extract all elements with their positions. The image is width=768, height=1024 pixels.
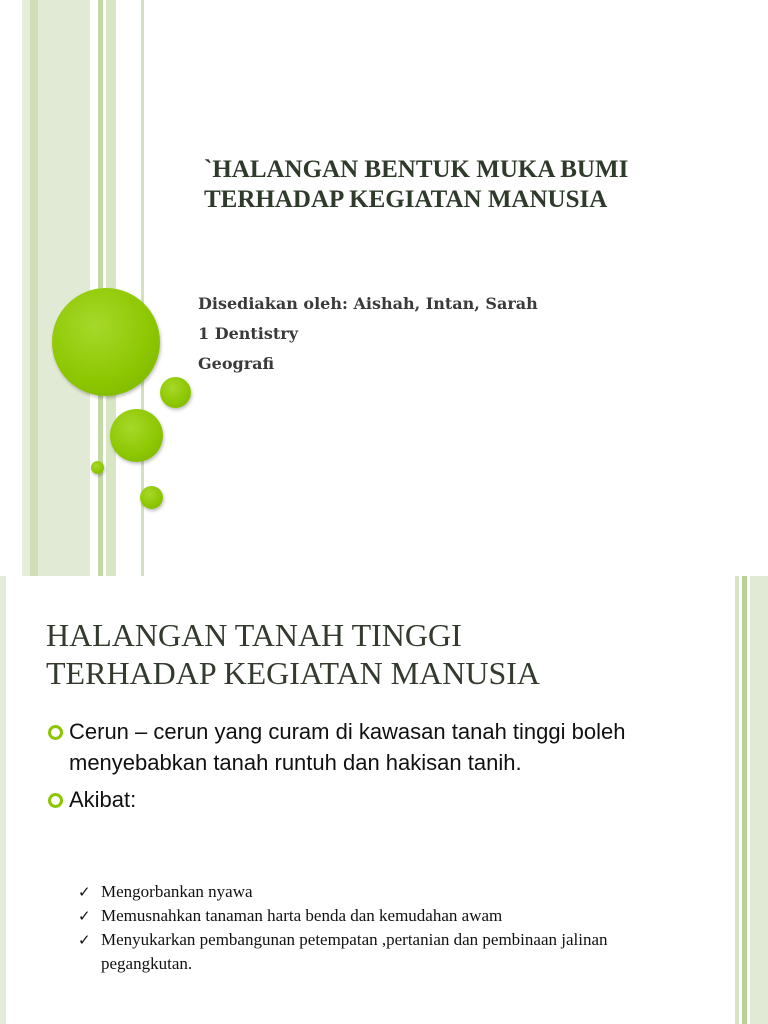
- check-list: [76, 880, 676, 976]
- title-line: TERHADAP KEGIATAN MANUSIA: [204, 186, 608, 213]
- check-text: Menyukarkan pembangunan petempatan ,pertanian dan pembinaan jalinan pegangkutan.: [101, 930, 608, 973]
- checkmark-icon: ✓: [78, 907, 91, 925]
- decorative-stripe: [742, 576, 747, 1024]
- decorative-circle: [91, 461, 104, 474]
- slide-subtitle: [198, 292, 738, 382]
- decorative-stripe: [0, 576, 6, 1024]
- title-line: TERHADAP KEGIATAN MANUSIA: [46, 655, 541, 691]
- subtitle-class: 1 Dentistry: [198, 324, 298, 343]
- checkmark-icon: ✓: [78, 931, 91, 949]
- decorative-circle: [140, 486, 163, 509]
- ring-bullet-icon: [48, 725, 63, 740]
- bullet-text: Cerun – cerun yang curam di kawasan tanah tinggi boleh menyebabkan tanah runtuh dan hakisan tanih.: [69, 719, 626, 775]
- check-text: Memusnahkan tanaman harta benda dan kemudahan awam: [101, 906, 503, 925]
- check-item: [76, 928, 676, 976]
- bullet-item: [46, 716, 686, 778]
- check-text: Mengorbankan nyawa: [101, 882, 253, 901]
- bullet-text: Akibat:: [69, 787, 137, 812]
- decorative-stripe: [735, 576, 739, 1024]
- decorative-circle: [110, 409, 163, 462]
- check-item: [76, 904, 676, 928]
- bullet-item: [46, 784, 686, 815]
- slide-title: [204, 155, 744, 215]
- ring-bullet-icon: [48, 793, 63, 808]
- decorative-stripe: [38, 0, 90, 576]
- check-item: [76, 880, 676, 904]
- subtitle-authors: Disediakan oleh: Aishah, Intan, Sarah: [198, 294, 538, 313]
- decorative-stripe: [30, 0, 38, 576]
- slide-title: [46, 616, 716, 692]
- title-line: `HALANGAN BENTUK MUKA BUMI: [204, 156, 629, 183]
- checkmark-icon: ✓: [78, 883, 91, 901]
- bullet-list: [46, 716, 686, 821]
- decorative-stripe: [750, 576, 768, 1024]
- subtitle-subject: Geografi: [198, 354, 275, 373]
- title-line: HALANGAN TANAH TINGGI: [46, 617, 462, 653]
- decorative-circle: [52, 288, 160, 396]
- decorative-circle: [160, 377, 191, 408]
- decorative-stripe: [22, 0, 30, 576]
